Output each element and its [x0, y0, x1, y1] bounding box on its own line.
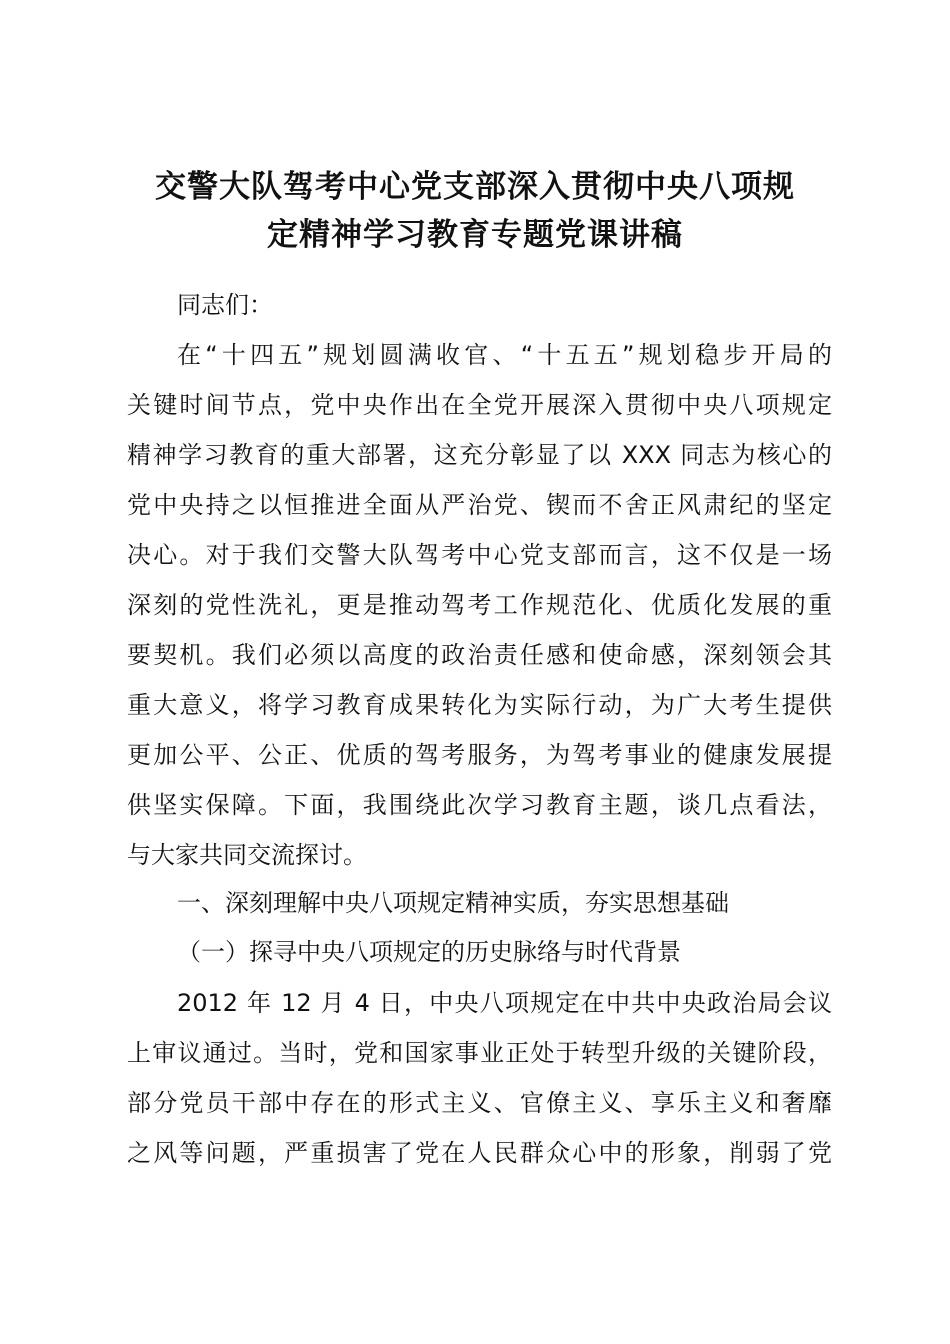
paragraph-1-line: 决心。对于我们交警大队驾考中心党支部而言，这不仅是一场	[127, 541, 832, 569]
subsection-heading-1: （一）探寻中央八项规定的历史脉络与时代背景	[177, 938, 681, 966]
paragraph-2-line: 上审议通过。当时，党和国家事业正处于转型升级的关键阶段，	[127, 1039, 832, 1067]
paragraph-2-line: 之风等问题，严重损害了党在人民群众心中的形象，削弱了党	[127, 1139, 832, 1167]
paragraph-1-line: 关键时间节点，党中央作出在全党开展深入贯彻中央八项规定	[127, 391, 832, 419]
paragraph-2-line: 2012 年 12 月 4 日，中央八项规定在中共中央政治局会议	[177, 989, 832, 1017]
paragraph-1-line: 重大意义，将学习教育成果转化为实际行动，为广大考生提供	[127, 691, 832, 719]
title-line-1: 交警大队驾考中心党支部深入贯彻中央八项规	[155, 169, 795, 205]
paragraph-1-line: 精神学习教育的重大部署，这充分彰显了以 XXX 同志为核心的	[127, 441, 832, 469]
title-line-2: 定精神学习教育专题党课讲稿	[267, 217, 683, 253]
paragraph-1-line: 深刻的党性洗礼，更是推动驾考工作规范化、优质化发展的重	[127, 591, 832, 619]
paragraph-1-line: 供坚实保障。下面，我围绕此次学习教育主题，谈几点看法，	[127, 791, 832, 819]
paragraph-1-line: 在“十四五”规划圆满收官、“十五五”规划稳步开局的	[177, 341, 832, 369]
paragraph-1-line: 与大家共同交流探讨。	[127, 841, 367, 869]
paragraph-1-line: 要契机。我们必须以高度的政治责任感和使命感，深刻领会其	[127, 641, 832, 669]
document-title	[110, 163, 840, 259]
section-heading-1: 一、深刻理解中央八项规定精神实质，夯实思想基础	[177, 889, 729, 917]
salutation: 同志们：	[177, 291, 273, 319]
paragraph-1-line: 更加公平、公正、优质的驾考服务，为驾考事业的健康发展提	[127, 741, 832, 769]
paragraph-2-line: 部分党员干部中存在的形式主义、官僚主义、享乐主义和奢靡	[127, 1089, 832, 1117]
paragraph-1-line: 党中央持之以恒推进全面从严治党、锲而不舍正风肃纪的坚定	[127, 491, 832, 519]
